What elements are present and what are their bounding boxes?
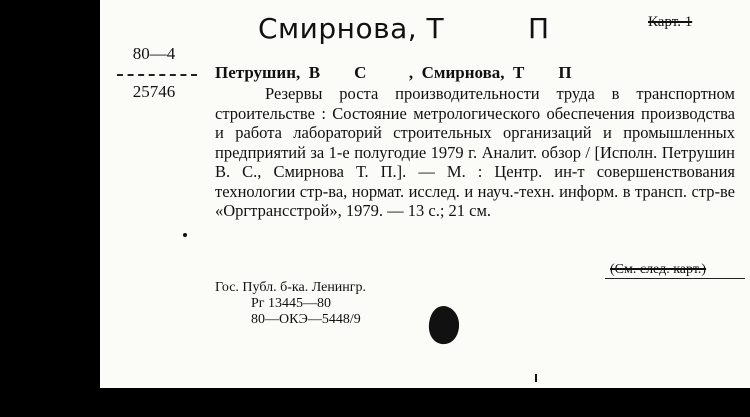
classification-code: 80—4: [132, 44, 176, 63]
author-heading: Петрушин, В С , Смирнова, Т П: [215, 63, 572, 82]
catalog-card: [100, 0, 750, 388]
see-next-card-underline: [605, 278, 745, 279]
handwritten-author-name: Смирнова, Т: [258, 12, 445, 45]
library-accession: Рг 13445—80: [251, 296, 332, 311]
see-next-card-note: (См. след. карт.): [610, 262, 707, 277]
bibliographic-description: Резервы роста производительности труда в транспортном строительстве : Состояние метрологического обеспечения производства и работа лабораторий строительных организаций и промышленных предприятий за 1-е полугодие 1979 г. Аналит. обзор / [Исполн. Петрушин В. С., Смирнова Т. П.]. — М. : Центр. ин-т совершенствования технологии стр-ва, нормат. исслед. и науч.-техн. информ. в трансп. стр-ве «Оргтрансстрой», 1979. — 13 с.; 21 см.: [215, 84, 735, 220]
handwritten-initial: П: [528, 12, 550, 45]
library-name: Гос. Публ. б-ка. Ленингр.: [215, 280, 367, 295]
card-number-label: Карт. 1: [648, 14, 693, 30]
inventory-number: 25746: [132, 82, 176, 101]
speck-mark: [534, 374, 538, 384]
ink-blot: [427, 304, 461, 346]
library-code: 80—ОКЭ—5448/9: [251, 312, 361, 327]
divider-rule: [117, 74, 197, 76]
speck-mark: [182, 232, 188, 238]
library-stamp: [215, 280, 366, 328]
